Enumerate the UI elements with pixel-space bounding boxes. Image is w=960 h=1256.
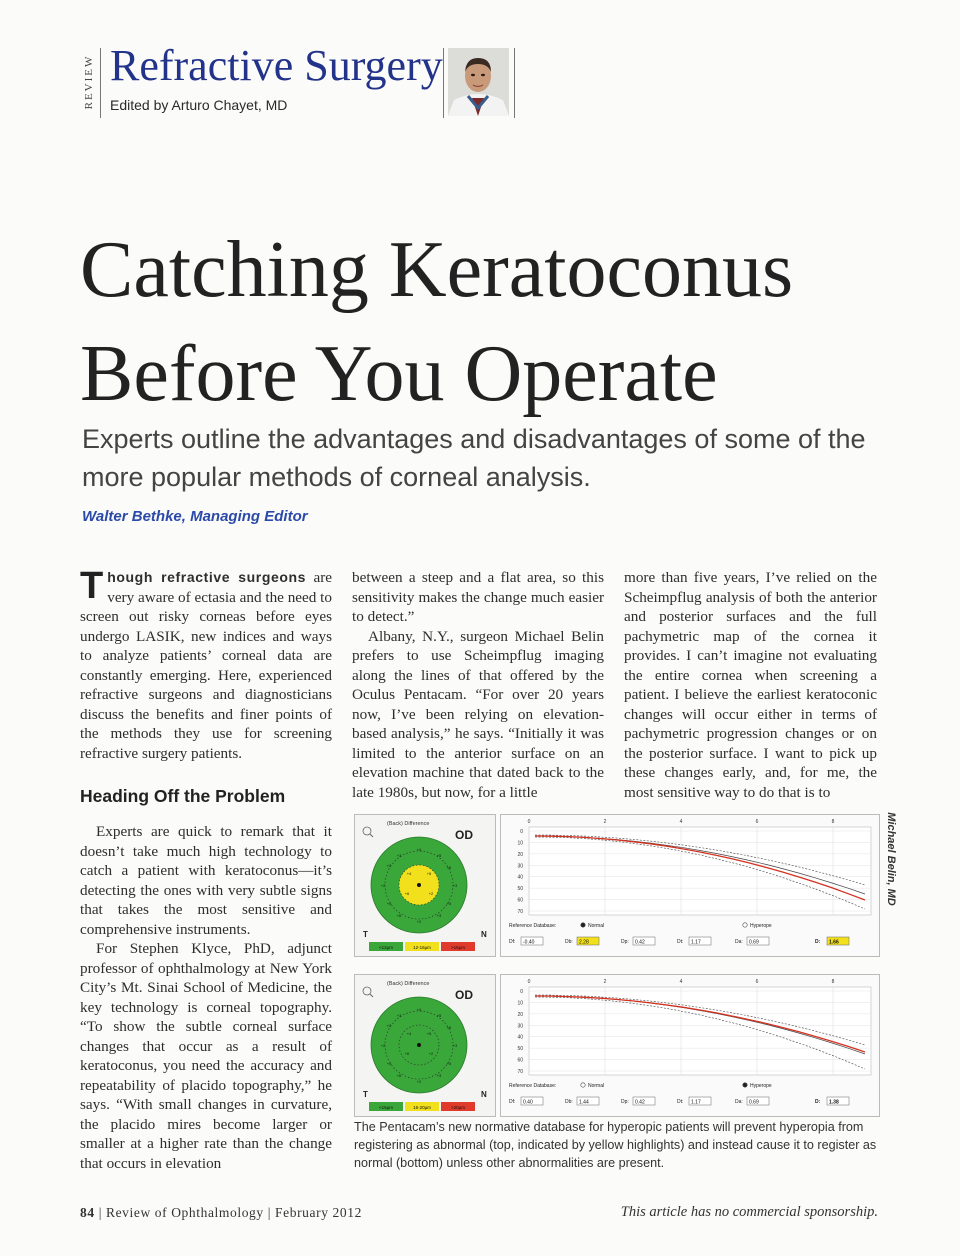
- metric-label: Df:: [509, 939, 516, 945]
- map-value: +4: [386, 901, 392, 906]
- paragraph: Albany, N.Y., surgeon Michael Belin prefers to use Scheimpflug imaging along the lines of that offered by the Oculus Pentacam. “For over 20 years now, I’ve been relying on elevation-based analysis,” he says. “Initially it was limited to the anterior surface on an elevation machine that dated back to the late 1980s, but now, for a little: [352, 627, 604, 801]
- metric-value: -0.40: [523, 939, 535, 946]
- article-title: [80, 218, 900, 426]
- legend-label: <12µm: [379, 945, 393, 950]
- metric-label: Dt:: [677, 1099, 684, 1105]
- map-value: +6: [404, 1051, 410, 1056]
- metric-value: 0.42: [635, 939, 645, 946]
- map-value: +4: [406, 1031, 412, 1036]
- y-tick-label: 0: [520, 829, 523, 835]
- map-value: +6: [446, 865, 452, 870]
- figure-panel-bottom: [354, 974, 880, 1117]
- y-tick-label: 70: [517, 1069, 523, 1075]
- map-value: +3: [396, 1013, 402, 1018]
- ref-db-label: Reference Database:: [509, 923, 557, 929]
- sponsorship-note: This article has no commercial sponsorship.: [620, 1204, 878, 1220]
- eye-label: OD: [455, 988, 473, 1002]
- section-title: Refractive Surgery: [110, 41, 443, 90]
- map-value: +4: [406, 871, 412, 876]
- article-deck: Experts outline the advantages and disadvantages of some of the more popular methods of corneal analysis.: [82, 424, 866, 492]
- legend-label: <16µm: [379, 1105, 393, 1110]
- map-value: +5: [436, 853, 442, 858]
- x-tick-label: 6: [755, 979, 759, 985]
- x-tick-label: 0: [527, 979, 531, 985]
- paragraph: between a steep and a flat area, so this sensitivity makes the change much easier to detect.”: [352, 569, 604, 625]
- normal-radio: [581, 1083, 585, 1087]
- metric-value: 2.28: [579, 939, 589, 946]
- legend-label: 12-16µm: [413, 945, 431, 950]
- x-tick-label: 2: [603, 819, 607, 825]
- separator: |: [98, 1205, 106, 1220]
- difference-map: [354, 974, 496, 1117]
- editor-headshot: [448, 48, 509, 116]
- map-value: +2: [380, 1043, 386, 1048]
- hyperope-radio: [743, 923, 747, 927]
- metric-value: 0.69: [749, 1099, 759, 1106]
- hyperope-label: Hyperope: [750, 1083, 772, 1089]
- y-tick-label: 20: [517, 851, 523, 858]
- y-tick-label: 50: [517, 1046, 523, 1053]
- y-tick-label: 20: [517, 1011, 523, 1018]
- metric-value: 1.66: [829, 939, 839, 946]
- metric-label: Df:: [509, 1099, 516, 1105]
- y-tick-label: 40: [517, 874, 523, 881]
- metric-value: 1.38: [829, 1099, 839, 1106]
- photo-credit: Michael Belin, MD: [885, 812, 897, 906]
- figure-panel-top: [354, 814, 880, 957]
- map-value: +2: [386, 863, 392, 868]
- map-value: +4: [416, 1007, 422, 1012]
- plot-area: [529, 987, 871, 1075]
- column-2: [352, 568, 604, 802]
- metric-label: Db:: [565, 1099, 573, 1105]
- drop-cap: T: [80, 565, 104, 607]
- x-tick-label: 6: [755, 819, 759, 825]
- map-value: +6: [396, 913, 402, 918]
- y-tick-label: 50: [517, 886, 523, 893]
- metric-label: D:: [815, 939, 821, 945]
- y-tick-label: 70: [517, 909, 523, 915]
- plot-area: [529, 827, 871, 915]
- shield-icon: [363, 827, 373, 837]
- corner-label-t: T: [363, 930, 368, 939]
- y-tick-label: 30: [517, 863, 523, 870]
- hyperope-label: Hyperope: [750, 923, 772, 929]
- legend-label: 16-20µm: [413, 1105, 431, 1110]
- metric-label: D:: [815, 1099, 821, 1105]
- column-3: [624, 568, 877, 802]
- editor-credit: Edited by Arturo Chayet, MD: [110, 97, 288, 113]
- metric-label: Dp:: [621, 1099, 629, 1105]
- corner-label-n: N: [481, 1090, 487, 1099]
- metric-label: Db:: [565, 939, 573, 945]
- map-value: +4: [416, 847, 422, 852]
- shield-icon: [363, 987, 373, 997]
- footer-folio: [80, 1205, 362, 1221]
- normal-label: Normal: [588, 923, 605, 929]
- section-tag: REVIEW: [83, 54, 95, 110]
- publication: Review of Ophthalmology: [105, 1205, 264, 1220]
- x-tick-label: 4: [679, 819, 683, 825]
- lead-in: hough refractive surgeons: [107, 569, 307, 585]
- x-tick-label: 8: [831, 979, 835, 985]
- metric-value: 0.69: [749, 939, 759, 946]
- map-value: +3: [436, 913, 442, 918]
- hyperope-radio: [743, 1083, 747, 1087]
- apex-marker: [417, 883, 421, 887]
- paragraph: more than five years, I’ve relied on the Scheimpflug analysis of both the anterior and posterior surfaces and the full pachymetric map of the cornea it provides. I can’t imagine not evaluating the entire cornea when screening a patient. I believe the earliest keratoconic changes will occur either in terms of pachymetric progression changes or on the posterior surface. I want to pick up these changes early, and, for me, the most sensitive way to do that is to: [624, 569, 877, 801]
- title-line-1: Catching Keratoconus: [80, 226, 794, 314]
- map-value: +3: [396, 853, 402, 858]
- map-value: +3: [452, 1043, 458, 1048]
- map-value: +3: [436, 1073, 442, 1078]
- map-value: +5: [446, 1061, 452, 1066]
- legend-label: >16µm: [451, 945, 465, 950]
- progression-plot: [500, 974, 880, 1117]
- map-value: +5: [426, 1031, 432, 1036]
- paragraph: For Stephen Klyce, PhD, adjunct professor of ophthalmology at New York City’s Mt. Sinai School of Medicine, the key technology is corneal topography. “To show the subtle corneal surface changes that occur as a result of keratoconus, you need the accuracy and repeatability of placido topography,” he says. “With small changes in curvature, the placido mires become larger or smaller at a higher rate than the change that occurs in elevation: [80, 940, 332, 1172]
- y-tick-label: 60: [517, 1057, 523, 1064]
- divider: [514, 48, 515, 118]
- metric-label: Dp:: [621, 939, 629, 945]
- normal-label: Normal: [588, 1083, 605, 1089]
- metric-value: 0.42: [635, 1099, 645, 1106]
- y-tick-label: 10: [517, 840, 523, 847]
- pentacam-figure: [354, 814, 880, 1112]
- metric-value: 1.44: [579, 1099, 589, 1106]
- map-value: +3: [452, 883, 458, 888]
- paragraph: are very aware of ectasia and the need to screen out risky corneas before eyes undergo LASIK, new indices and ways to analyze patients’ corneal data are constantly emerging. Here, experienced refractive surgeons and diagnosticians discuss the benefits and finer points of the methods they use for screening refractive surgery patients.: [80, 569, 332, 762]
- eye-label: OD: [455, 828, 473, 842]
- divider: [100, 48, 101, 118]
- y-tick-label: 10: [517, 1000, 523, 1007]
- y-tick-label: 60: [517, 897, 523, 904]
- map-value: +2: [380, 883, 386, 888]
- map-value: +2: [428, 1051, 434, 1056]
- metric-label: Da:: [735, 1099, 743, 1105]
- x-tick-label: 2: [603, 979, 607, 985]
- subheading: Heading Off the Problem: [80, 786, 286, 806]
- metric-value: 1.17: [691, 939, 701, 946]
- map-value: +2: [416, 1079, 422, 1084]
- column-1: [80, 565, 332, 763]
- y-tick-label: 40: [517, 1034, 523, 1041]
- map-value: +2: [428, 891, 434, 896]
- legend-label: >20µm: [451, 1105, 465, 1110]
- map-value: +6: [396, 1073, 402, 1078]
- normal-radio: [581, 923, 585, 927]
- map-value: +2: [386, 1023, 392, 1028]
- map-value: +6: [404, 891, 410, 896]
- metric-label: Da:: [735, 939, 743, 945]
- ref-db-label: Reference Database:: [509, 1083, 557, 1089]
- corner-label-n: N: [481, 930, 487, 939]
- map-value: +5: [426, 871, 432, 876]
- issue-date: February 2012: [275, 1205, 362, 1220]
- map-value: +5: [446, 901, 452, 906]
- difference-map: [354, 814, 496, 957]
- map-title: (Back) Difference: [387, 821, 430, 827]
- y-tick-label: 30: [517, 1023, 523, 1030]
- map-value: +2: [416, 919, 422, 924]
- map-value: +4: [386, 1061, 392, 1066]
- metric-label: Dt:: [677, 939, 684, 945]
- divider: [443, 48, 444, 118]
- separator: |: [267, 1205, 276, 1220]
- page-number: 84: [80, 1205, 95, 1220]
- apex-marker: [417, 1043, 421, 1047]
- metric-value: 1.17: [691, 1099, 701, 1106]
- x-tick-label: 4: [679, 979, 683, 985]
- corner-label-t: T: [363, 1090, 368, 1099]
- metric-value: 0.40: [523, 1099, 533, 1106]
- map-value: +5: [436, 1013, 442, 1018]
- x-tick-label: 0: [527, 819, 531, 825]
- paragraph: Experts are quick to remark that it doesn’t take much high technology to catch a patient with keratoconus—it’s detecting the ones with very subtle signs that takes the most sensitive and comprehensive instruments.: [80, 823, 332, 938]
- x-tick-label: 8: [831, 819, 835, 825]
- title-line-2: Before You Operate: [80, 330, 718, 418]
- column-1-continued: [80, 822, 332, 1173]
- map-title: (Back) Difference: [387, 981, 430, 987]
- y-tick-label: 0: [520, 989, 523, 995]
- map-value: +6: [446, 1025, 452, 1030]
- progression-plot: [500, 814, 880, 957]
- byline: Walter Bethke, Managing Editor: [82, 508, 308, 525]
- figure-caption: The Pentacam’s new normative database for hyperopic patients will prevent hyperopia from registering as abnormal (top, indicated by yellow highlights) and instead cause it to register as normal (bottom) unless other abnormalities are present.: [354, 1120, 877, 1170]
